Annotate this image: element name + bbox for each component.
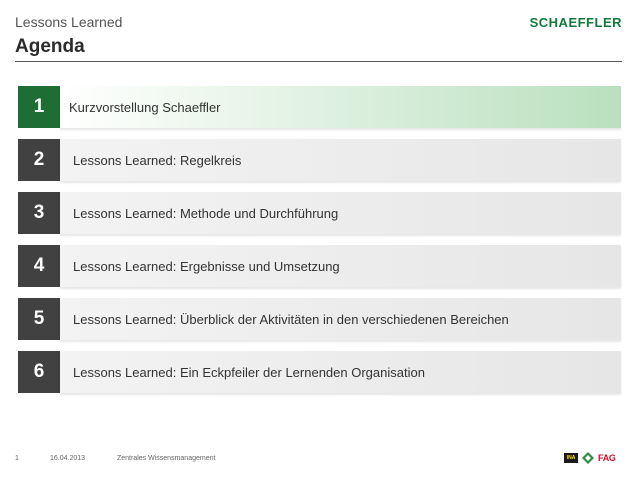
page-number: 1 (15, 455, 19, 462)
agenda-item-number: 2 (18, 139, 60, 181)
agenda-item-label: Lessons Learned: Ein Eckpfeiler der Lernenden Organisation (60, 351, 621, 393)
agenda-item-number: 4 (18, 245, 60, 287)
agenda-item-number: 1 (18, 86, 60, 128)
agenda-item-label: Lessons Learned: Ergebnisse und Umsetzung (60, 245, 621, 287)
agenda-item[interactable] (18, 86, 621, 128)
agenda-item[interactable] (18, 139, 621, 181)
agenda-item-number: 5 (18, 298, 60, 340)
agenda-item-number: 6 (18, 351, 60, 393)
brand-logos (564, 452, 616, 464)
agenda-list (18, 86, 621, 404)
agenda-item-label: Kurzvorstellung Schaeffler (60, 86, 621, 128)
brand-logo: SCHAEFFLER (529, 15, 622, 30)
agenda-item[interactable] (18, 192, 621, 234)
footer-date: 16.04.2013 (50, 455, 86, 462)
agenda-item-label: Lessons Learned: Regelkreis (60, 139, 621, 181)
ina-logo: INA (564, 453, 578, 463)
footer-department: Zentrales Wissensmanagement (117, 455, 216, 462)
agenda-item-label: Lessons Learned: Methode und Durchführung (60, 192, 621, 234)
presentation-supertitle: Lessons Learned (15, 14, 123, 30)
fag-logo: FAG (598, 453, 616, 463)
agenda-item[interactable] (18, 245, 621, 287)
agenda-item-number: 3 (18, 192, 60, 234)
agenda-item-label: Lessons Learned: Überblick der Aktivitäten in den verschiedenen Bereichen (60, 298, 621, 340)
agenda-item[interactable] (18, 351, 621, 393)
agenda-item[interactable] (18, 298, 621, 340)
title-divider (15, 61, 622, 62)
luk-logo-icon (581, 452, 595, 464)
slide-title: Agenda (15, 36, 85, 57)
